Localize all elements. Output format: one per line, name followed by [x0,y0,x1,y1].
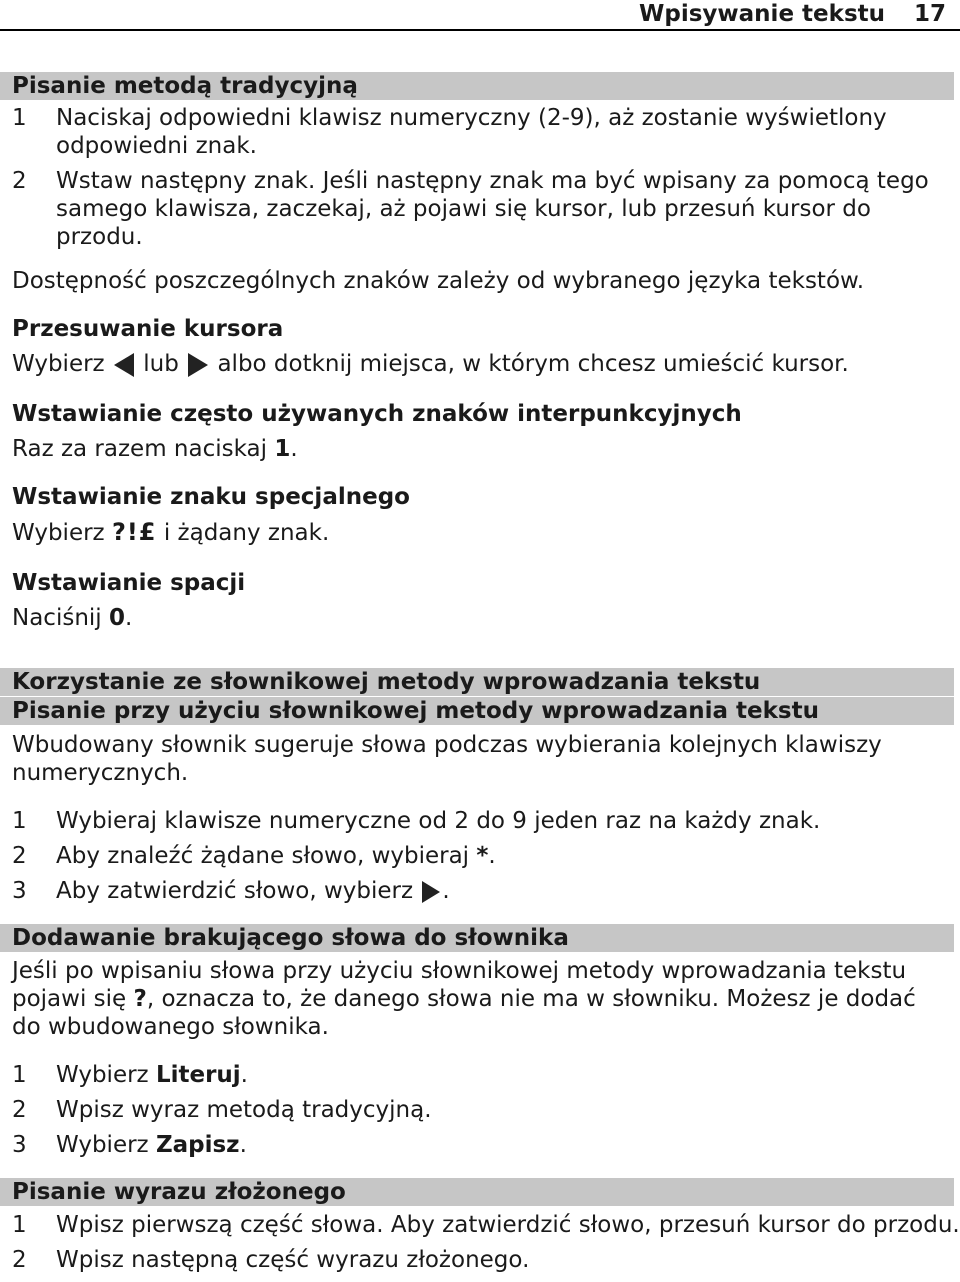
list-item: 2 Aby znaleźć żądane słowo, wybieraj *. [12,843,496,869]
save-option: Zapisz [155,1132,240,1158]
right-arrow-icon [420,880,442,904]
predictive-intro: Wbudowany słownik sugeruje słowa podczas wybierania kolejnych klawiszy numerycznych. [12,732,882,786]
space-text: Naciśnij 0. [12,605,133,631]
list-item: 3 Aby zatwierdzić słowo, wybierz . [12,878,450,904]
page-number: 17 [913,1,946,27]
list-item: 1 Wybierz Literuj. [12,1062,248,1088]
list-item: 2 Wpisz następną część wyrazu złożonego. [12,1247,530,1273]
list-item: 1 Wybieraj klawisze numeryczne od 2 do 9 jeden raz na każdy znak. [12,808,821,834]
special-text: Wybierz ?!£ i żądany znak. [12,518,330,546]
heading-punctuation: Wstawianie często używanych znaków interpunkcyjnych [12,401,742,427]
special-characters-icon: ?!£ [111,518,157,546]
note-text: Dostępność poszczególnych znaków zależy od wybranego języka tekstów. [12,268,865,294]
punctuation-text: Raz za razem naciskaj 1. [12,436,298,462]
section-heading-predictive: Korzystanie ze słownikowej metody wprowadzania tekstu [0,668,954,696]
left-arrow-icon [112,352,136,378]
right-arrow-icon [186,352,210,378]
list-item: 2 Wpisz wyraz metodą tradycyjną. [12,1097,432,1123]
chapter-title: Wpisywanie tekstu [639,1,885,27]
section-heading-compound: Pisanie wyrazu złożonego [0,1178,954,1206]
heading-cursor: Przesuwanie kursora [12,316,284,342]
heading-special-char: Wstawianie znaku specjalnego [12,484,410,510]
page-header [0,0,960,31]
section-heading-add-word: Dodawanie brakującego słowa do słownika [0,924,954,952]
heading-space: Wstawianie spacji [12,570,246,596]
add-word-intro: Jeśli po wpisaniu słowa przy użyciu słownikowej metody wprowadzania tekstu pojawi się ?, oznacza to, że danego słowa nie ma w słowniku. Możesz je dodać do wbudowanego słownika. [12,958,916,1040]
section-subheading-predictive: Pisanie przy użyciu słownikowej metody wprowadzania tekstu [0,697,954,725]
section-heading-traditional: Pisanie metodą tradycyjną [0,72,954,100]
list-item: 3 Wybierz Zapisz. [12,1132,247,1158]
cursor-text: Wybierz lub albo dotknij miejsca, w którym chcesz umieścić kursor. [12,351,849,377]
spell-option: Literuj [155,1062,241,1088]
page-content [0,72,960,1274]
list-item: 2 Wstaw następny znak. Jeśli następny znak ma być wpisany za pomocą tego samego klawisza, zaczekaj, aż pojawi się kursor, lub przesuń kursor do przodu. [12,168,929,250]
list-item: 1 Wpisz pierwszą część słowa. Aby zatwierdzić słowo, przesuń kursor do przodu. [12,1212,960,1238]
list-item: 1 Naciskaj odpowiedni klawisz numeryczny (2-9), aż zostanie wyświetlony odpowiedni znak. [12,105,887,159]
